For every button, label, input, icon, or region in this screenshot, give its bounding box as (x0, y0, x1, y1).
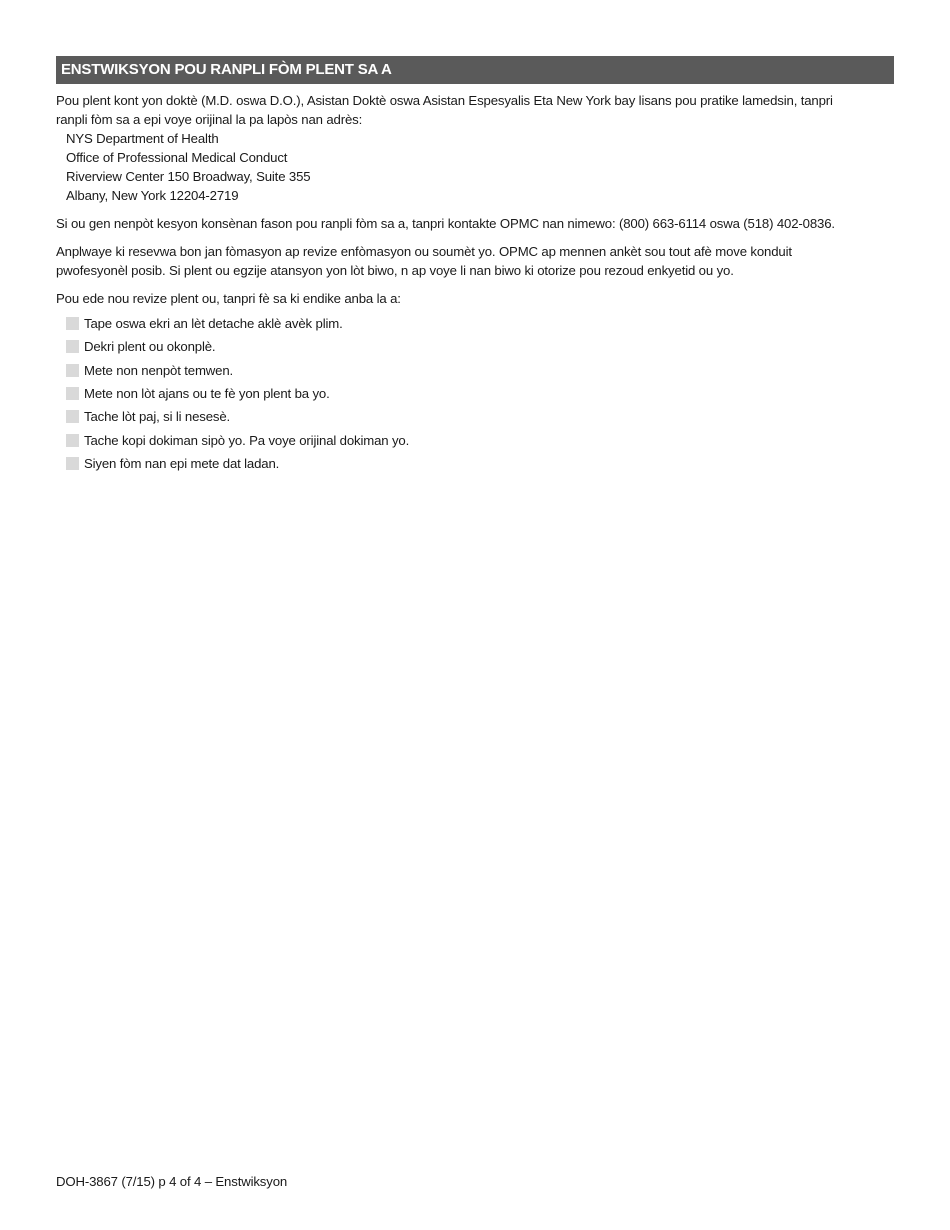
checklist-item (66, 359, 846, 382)
checklist-item-label: Siyen fòm nan epi mete dat ladan. (84, 455, 280, 471)
checklist-item (66, 428, 846, 451)
address-line: NYS Department of Health (66, 131, 219, 146)
address-line: Office of Professional Medical Conduct (66, 150, 288, 165)
contact-paragraph: Si ou gen nenpòt kesyon konsènan fason pou ranpli fòm sa a, tanpri kontakte OPMC nan nimewo: (800) 663-6114 oswa (518) 402-0836. (56, 216, 835, 231)
checklist-item-label: Mete non nenpòt temwen. (84, 362, 234, 378)
checkbox[interactable] (66, 434, 79, 447)
checklist-item-label: Tache kopi dokiman sipò yo. Pa voye orijinal dokiman yo. (84, 432, 410, 448)
checkbox[interactable] (66, 387, 79, 400)
checklist-item (66, 312, 846, 335)
section-header: ENSTWIKSYON POU RANPLI FÒM PLENT SA A (56, 56, 894, 84)
intro-paragraph: Pou plent kont yon doktè (M.D. oswa D.O.), Asistan Doktè oswa Asistan Espesyalis Eta New York bay lisans pou pratike lamedsin, tanpri ranpli fòm sa a epi voye orijinal la pa lapòs nan adrès: (56, 93, 833, 127)
checkbox[interactable] (66, 364, 79, 377)
checkbox[interactable] (66, 340, 79, 353)
checklist-item (66, 335, 846, 358)
checklist-item-label: Mete non lòt ajans ou te fè yon plent ba yo. (84, 386, 330, 402)
checkbox[interactable] (66, 317, 79, 330)
instructions-content (56, 91, 846, 475)
review-paragraph: Anplwaye ki resevwa bon jan fòmasyon ap revize enfòmasyon ou soumèt yo. OPMC ap mennen ankèt sou tout afè move konduit pwofesyonèl posib. Si plent ou egzije atansyon yon lòt biwo, n ap voye li nan biwo ki otorize pou rezoud enkyetid ou yo. (56, 244, 792, 278)
checklist-item-label: Dekri plent ou okonplè. (84, 339, 216, 355)
checkbox[interactable] (66, 410, 79, 423)
address-line: Riverview Center 150 Broadway, Suite 355 (66, 169, 311, 184)
checklist-intro: Pou ede nou revize plent ou, tanpri fè sa ki endike anba la a: (56, 291, 401, 306)
form-footer: DOH-3867 (7/15) p 4 of 4 – Enstwiksyon (56, 1174, 288, 1189)
address-line: Albany, New York 12204-2719 (66, 188, 239, 203)
checklist-item-label: Tache lòt paj, si li nesesè. (84, 409, 231, 425)
mailing-address (66, 129, 846, 205)
checklist-item (66, 382, 846, 405)
checklist (66, 312, 846, 475)
checklist-item-label: Tape oswa ekri an lèt detache aklè avèk plim. (84, 316, 343, 332)
checkbox[interactable] (66, 457, 79, 470)
checklist-item (66, 405, 846, 428)
checklist-item (66, 452, 846, 475)
